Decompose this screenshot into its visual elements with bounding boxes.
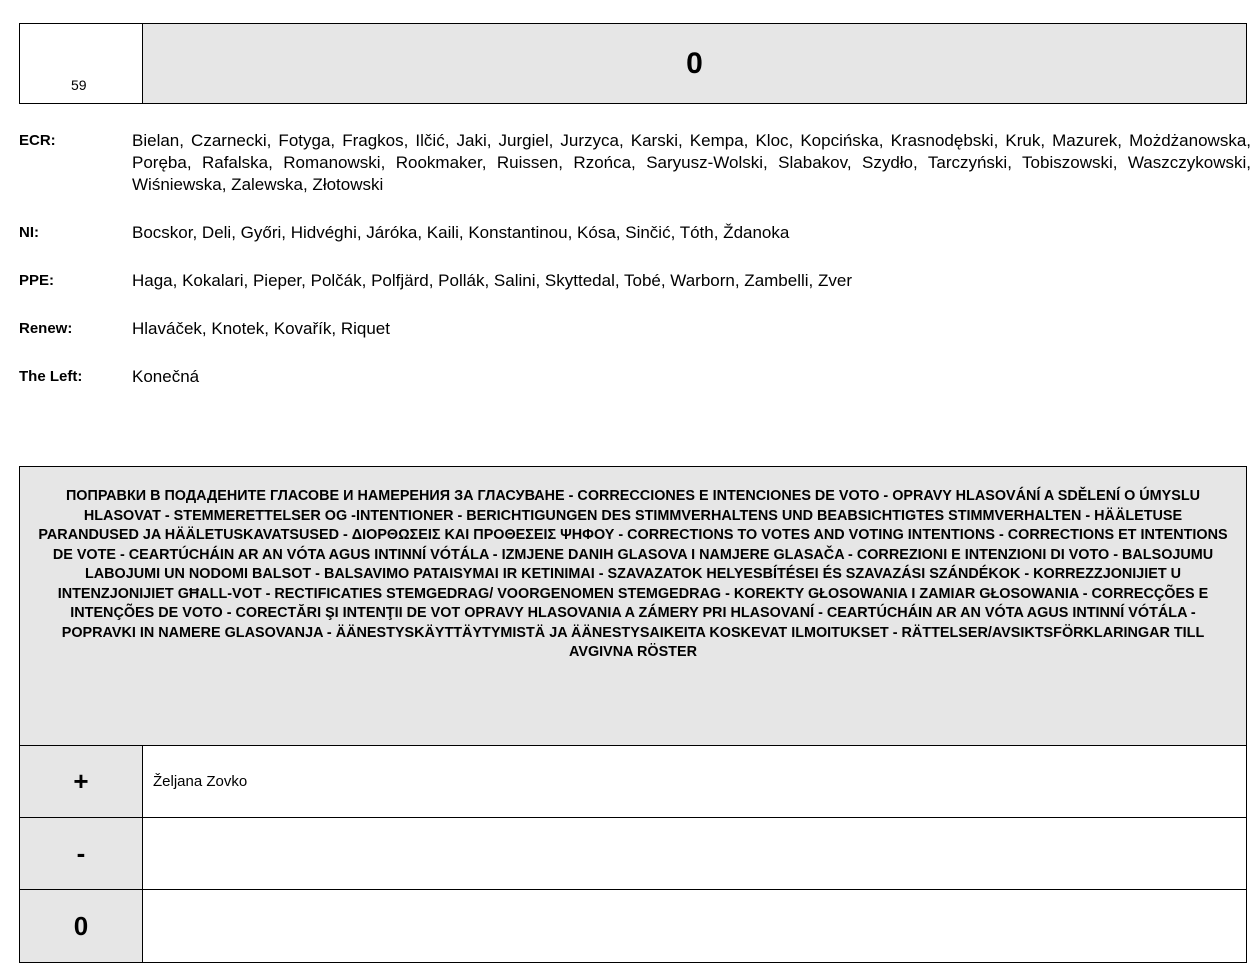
political-groups-list <box>19 130 1251 414</box>
group-members: Bocskor, Deli, Győri, Hidvéghi, Járóka, Kaili, Konstantinou, Kósa, Sinčić, Tóth, Ždanoka <box>132 223 790 242</box>
group-label: ECR: <box>19 132 56 149</box>
correction-row-zero <box>20 890 1246 962</box>
correction-symbol: + <box>20 746 143 817</box>
group-members: Haga, Kokalari, Pieper, Polčák, Polfjärd, Pollák, Salini, Skyttedal, Tobé, Warborn, Zambelli, Zver <box>132 271 852 290</box>
correction-symbol: - <box>20 818 143 889</box>
corrections-table <box>19 466 1247 963</box>
group-label: Renew: <box>19 320 73 337</box>
correction-names: Željana Zovko <box>153 773 248 790</box>
group-label: PPE: <box>19 272 55 289</box>
vote-count-box <box>19 23 1247 104</box>
group-row-renew <box>19 318 1251 340</box>
correction-names <box>143 818 1246 889</box>
correction-symbol: 0 <box>20 890 143 962</box>
group-label: NI: <box>19 224 39 241</box>
group-row-ppe <box>19 270 1251 292</box>
group-row-the-left <box>19 366 1251 388</box>
group-row-ecr <box>19 130 1251 196</box>
group-members: Bielan, Czarnecki, Fotyga, Fragkos, Ilčić, Jaki, Jurgiel, Jurzyca, Karski, Kempa, Kloc, Kopcińska, Krasnodębski, Kruk, Mazurek, Możdżanowska, Poręba, Rafalska, Romanowski, Rookmaker, Ruissen, Rzońca, Saryusz-Wolski, Slabakov, Szydło, Tarczyński, Tobiszowski, Waszczykowski, Wiśniewska, Zalewska, Złotowski <box>132 131 1251 194</box>
corrections-heading: ПОПРАВКИ В ПОДАДЕНИТЕ ГЛАСОВЕ И НАМЕРЕНИЯ ЗА ГЛАСУВАНЕ - CORRECCIONES E INTENCIONES DE VOTO - OPRAVY HLASOVÁNÍ A SDĚLENÍ O ÚMYSLU HLASOVAT - STEMMERETTELSER OG -INTENTIONER - BERICHTIGUNGEN DES STIMMVERHALTENS UND BEABSICHTIGTES STIMMVERHALTEN - HÄÄLETUSE PARANDUSED JA HÄÄLETUSKAVATSUSED - ΔΙΟΡΘΩΣΕΙΣ ΚΑΙ ΠΡΟΘΕΣΕΙΣ ΨΗΦΟΥ - CORRECTIONS TO VOTES AND VOTING INTENTIONS - CORRECTIONS ET INTENTIONS DE VOTE - CEARTÚCHÁIN AR AN VÓTA AGUS INTINNÍ VÓTÁLA - IZMJENE DANIH GLASOVA I NAMJERE GLASAČA - CORREZIONI E INTENZIONI DI VOTO - BALSOJUMU LABOJUMI UN NODOMI BALSOT - BALSAVIMO PATAISYMAI IR KETINIMAI - SZAVAZATOK HELYESBÍTÉSEI ÉS SZAVAZÁSI SZÁNDÉKOK - KORREZZJONIJIET U INTENZJONIJIET GĦALL-VOT - RECTIFICATIES STEMGEDRAG/ VOORGENOMEN STEMGEDRAG - KOREKTY GŁOSOWANIA I ZAMIAR GŁOSOWANIA - CORRECÇÕES E INTENÇÕES DE VOTO - CORECTĂRI ŞI INTENŢII DE VOT OPRAVY HLASOVANIA A ZÁMERY PRI HLASOVANÍ - CEARTÚCHÁIN AR AN VÓTA AGUS INTINNÍ VÓTÁLA - POPRAVKI IN NAMERE GLASOVANJA - ÄÄNESTYSKÄYTTÄYTYMISTÄ JA ÄÄNESTYSAIKEITA KOSKEVAT ILMOITUKSET - RÄTTELSER/AVSIKTSFÖRKLARINGAR TILL AVGIVNA RÖSTER <box>20 467 1246 746</box>
vote-count-number-cell <box>20 24 143 103</box>
correction-row-minus <box>20 818 1246 890</box>
group-label: The Left: <box>19 368 83 385</box>
group-members: Konečná <box>132 367 200 386</box>
group-row-ni <box>19 222 1251 244</box>
group-members: Hlaváček, Knotek, Kovařík, Riquet <box>132 319 390 338</box>
vote-count-value: 0 <box>143 24 1246 103</box>
vote-count-number: 59 <box>71 77 87 93</box>
correction-row-plus <box>20 746 1246 818</box>
correction-names <box>143 890 1246 962</box>
